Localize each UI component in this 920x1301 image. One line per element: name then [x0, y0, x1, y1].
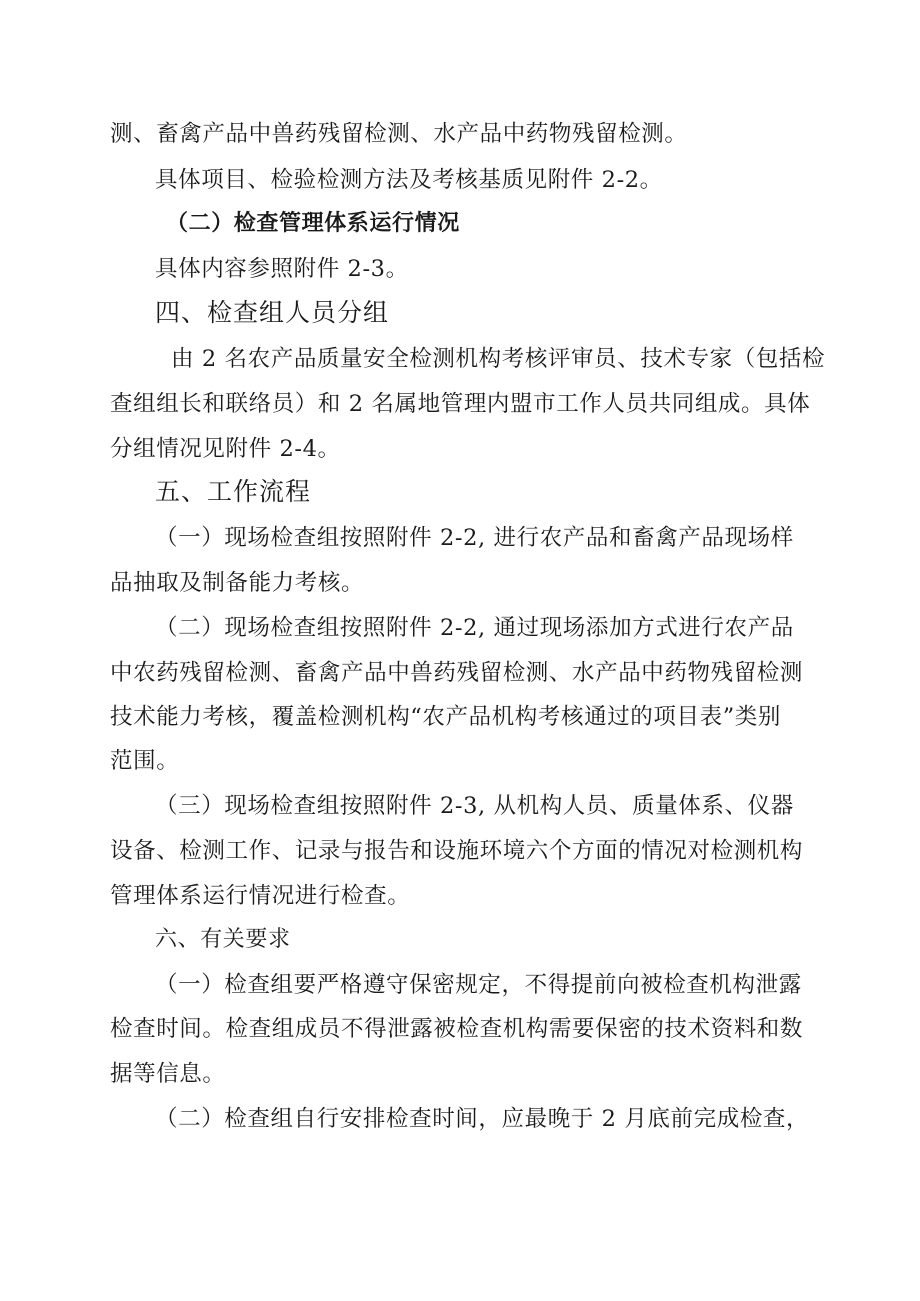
body-text-line: （一）现场检查组按照附件 2-2, 进行农产品和畜禽产品现场样	[155, 525, 794, 551]
body-text-line: 据等信息。	[110, 1061, 226, 1087]
body-text-line: 由 2 名农产品质量安全检测机构考核评审员、技术专家（包括检	[171, 346, 826, 372]
body-text-line: 查组组长和联络员）和 2 名属地管理内盟市工作人员共同组成。具体	[110, 391, 811, 417]
body-text-line: 品抽取及制备能力考核。	[110, 570, 365, 596]
body-text-line: 设备、检测工作、记录与报告和设施环境六个方面的情况对检测机构	[110, 838, 804, 864]
body-text-line: 具体内容参照附件 2-3。	[155, 256, 409, 282]
body-text-line: 管理体系运行情况进行检查。	[110, 883, 411, 909]
body-text-line: 中农药残留检测、畜禽产品中兽药残留检测、水产品中药物残留检测	[110, 660, 804, 686]
body-text-line: （二）现场检查组按照附件 2-2, 通过现场添加方式进行农产品	[155, 615, 794, 641]
body-text-line: （一）检查组要严格遵守保密规定，不得提前向被检查机构泄露	[155, 972, 802, 998]
body-text-line: 具体项目、检验检测方法及考核基质见附件 2-2。	[155, 167, 663, 193]
section-subheading: （二）检查管理体系运行情况	[166, 211, 460, 236]
body-text-line: 技术能力考核，覆盖检测机构“农产品机构考核通过的项目表”类别	[110, 704, 782, 730]
body-text-line: 范围。	[110, 748, 180, 774]
body-text-line: 分组情况见附件 2-4。	[110, 436, 341, 462]
body-text-line: 测、畜禽产品中兽药残留检测、水产品中药物残留检测。	[110, 121, 688, 147]
section-heading: 六、有关要求	[155, 927, 291, 952]
body-text-line: （二）检查组自行安排检查时间，应最晚于 2 月底前完成检查，	[155, 1106, 810, 1132]
body-text-line: （三）现场检查组按照附件 2-3, 从机构人员、质量体系、仪器	[155, 793, 794, 819]
section-heading: 四、检查组人员分组	[155, 298, 390, 327]
section-heading: 五、工作流程	[155, 477, 312, 506]
body-text-line: 检查时间。检查组成员不得泄露被检查机构需要保密的技术资料和数	[110, 1016, 804, 1042]
